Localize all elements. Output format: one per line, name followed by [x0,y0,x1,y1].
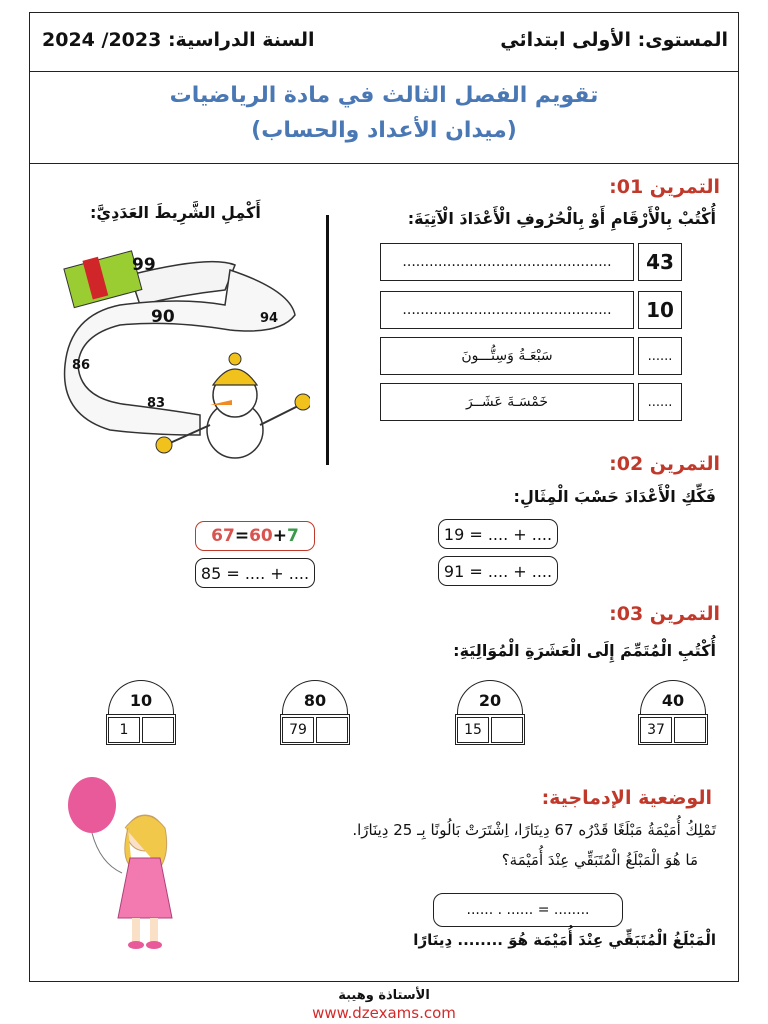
decomposition-item[interactable]: 19 = .... + .... [438,519,558,549]
exercise1-instruction: أُكْتُبْ بِالْأَرْقَامِ أَوْ بِالْحُرُوفِ الْأَعْدَادَ الْآتِيَةَ: [407,209,716,228]
author-label: الأستاذة وهيبة [338,988,430,1003]
answer-square[interactable] [142,717,174,743]
given-number: 37 [640,717,672,743]
page-title: تقويم الفصل الثالث في مادة الرياضيات [169,83,599,108]
target-ten: 20 [457,680,523,714]
integration-heading: الوضعية الإدماجية: [541,787,712,809]
final-answer-line[interactable]: الْمَبْلَغُ الْمُتَبَقِّي عِنْدَ أُمَيْمَة هُوَ ........ دِينَارًا [413,931,716,949]
column-divider [326,215,329,465]
strip-number: 86 [72,358,91,373]
decomposition-example [195,521,315,551]
write-box: خَمْسَـةَ عَشَــرَ [380,383,634,421]
strip-number: 94 [260,311,279,326]
exercise3-instruction: أُكْتُبِ الْمُتَمِّمَ إِلَى الْعَشَرَةِ الْمُوَالِيَةِ: [453,641,716,660]
example-equals: = [234,526,250,546]
exercise2-instruction: فَكِّكِ الْأَعْدَادَ حَسْبَ الْمِثَالِ: [513,487,716,506]
number-strip-illustration [60,235,310,460]
number-box[interactable]: ...... [638,383,682,421]
number-box: 10 [638,291,682,329]
example-total: 67 [211,526,235,546]
site-watermark: www.dzexams.com [312,1004,456,1022]
strip-number: 90 [151,307,175,327]
school-year-label: السنة الدراسية: 2023/ 2024 [42,29,315,51]
strip-number: 99 [132,255,156,275]
answer-square[interactable] [316,717,348,743]
exercise1-heading: التمرين 01: [609,176,720,198]
example-plus: + [272,526,287,546]
write-box[interactable]: ............................................... [380,243,634,281]
example-units: 7 [287,526,299,546]
title-box [30,71,738,164]
decomposition-item[interactable]: 91 = .... + .... [438,556,558,586]
decomposition-item[interactable]: 85 = .... + .... [195,558,315,588]
answer-square[interactable] [674,717,706,743]
number-box: 43 [638,243,682,281]
write-box: سَبْعَـةُ وَسِتُّـــونَ [380,337,634,375]
strip-instruction: أَكْمِلِ الشَّرِيطَ العَدَدِيَّ: [90,203,261,222]
given-number: 15 [457,717,489,743]
given-number: 79 [282,717,314,743]
strip-number: 83 [147,396,166,411]
target-ten: 80 [282,680,348,714]
level-label: المستوى: الأولى ابتدائي [500,29,728,51]
integration-problem: تَمْلِكُ أُمَيْمَةُ مَبْلَغًا قَدْرُه 67 دِينَارًا، اِشْتَرَتْ بَالُونًا بِـ 25 دِينَارًا. [352,821,716,839]
target-ten: 40 [640,680,706,714]
integration-question: مَا هُوَ الْمَبْلَغُ الْمُتَبَقِّي عِنْدَ أُمَيْمَة؟ [501,851,698,869]
page-subtitle: (ميدان الأعداد والحساب) [251,118,517,143]
number-box[interactable]: ...... [638,337,682,375]
target-ten: 10 [108,680,174,714]
snowman-icon [156,353,310,458]
example-tens: 60 [249,526,273,546]
exercise3-heading: التمرين 03: [609,603,720,625]
answer-box[interactable]: ...... . ...... = ........ [433,893,623,927]
given-number: 1 [108,717,140,743]
answer-square[interactable] [491,717,523,743]
exercise2-heading: التمرين 02: [609,453,720,475]
balloon-icon [68,777,116,833]
girl-icon [118,815,172,949]
girl-with-balloon-illustration [60,773,190,953]
worksheet-frame [29,12,739,982]
write-box[interactable]: ............................................... [380,291,634,329]
header-bar [30,13,738,72]
